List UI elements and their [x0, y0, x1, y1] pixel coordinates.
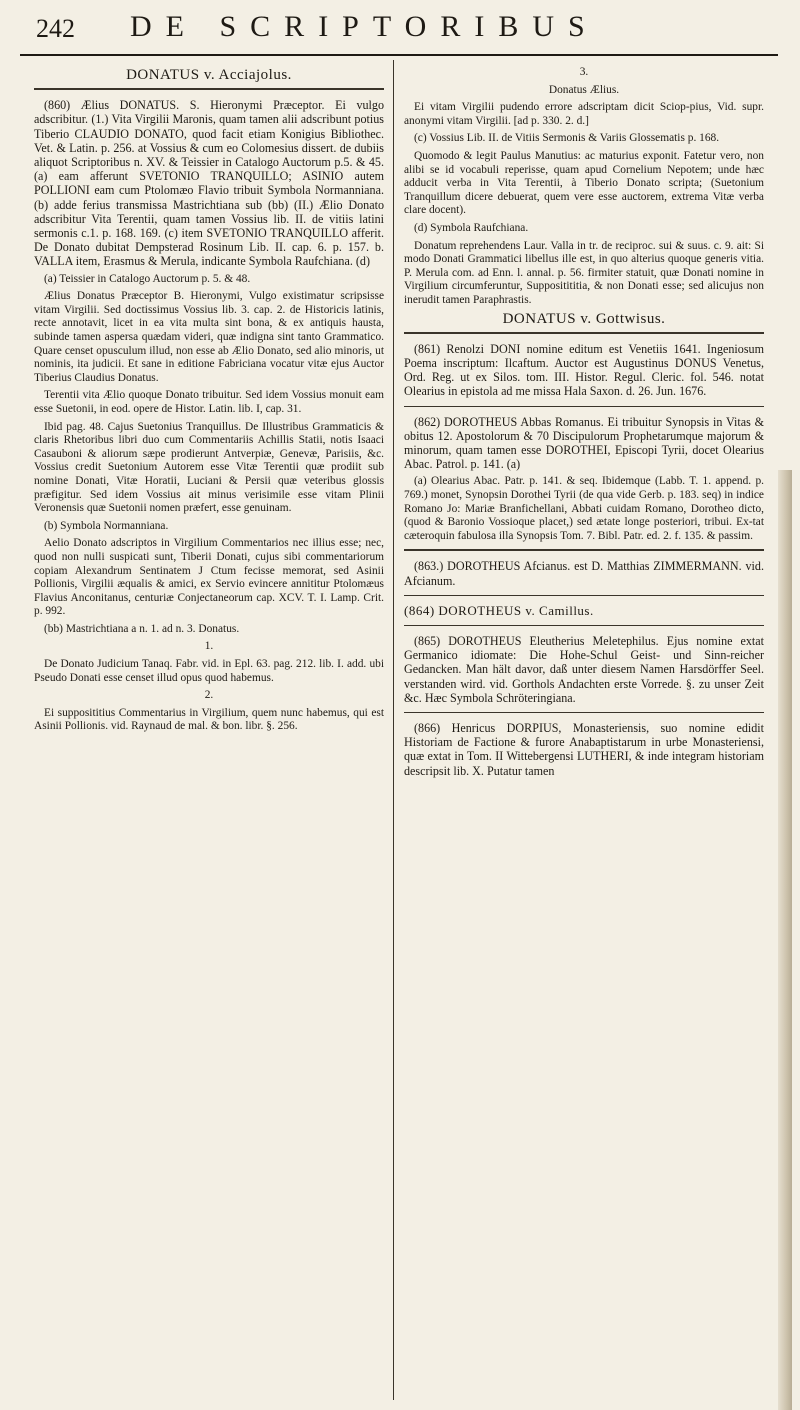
entry-rule [404, 595, 764, 596]
header-rule [20, 54, 778, 56]
entry-rule [404, 549, 764, 551]
footnote-bb-text: De Donato Judicium Tanaq. Fabr. vid. in Epl. 63. pag. 212. lib. I. add. ubi Pseudo Donati esse censet illud opus quod habemus. [34, 658, 384, 684]
footnote-c-text: Quomodo & legit Paulus Manutius: ac maturius exponit. Fatetur vero, non alibi se id vocabuli reperisse, quam apud Cornelium Nepotem; unde hæc adducit verba in Vita Terentii, à Tiberio Donato scripta; (Suetonium Tranquillum dicere debuerat, quem vere esse auctorem, extrema Vitæ verba clare docent). [404, 149, 764, 217]
entry-864: (864) DOROTHEUS v. Camillus. [404, 602, 594, 618]
left-column [34, 66, 384, 738]
right-column [404, 66, 764, 782]
entry-rule [404, 712, 764, 713]
entry-861: (861) Renolzi DONI nomine editum est Venetiis 1641. Ingeniosum Poema inscriptum: Ilcaftum. Auctor est Augustinus DONUS Venetus, Ord. Reg. ut ex Silos. tom. III. Histor. Regul. Cleric. fol. 546. notat Olearius in epistola ad me missa Hala Saxon. d. 26. Jun. 1676. [404, 341, 764, 399]
footnote-a-text: Terentii vita Ælio quoque Donato tribuitur. Sed idem Vossius monuit eam esse Suetonii, in eod. opere de Histor. Latin. lib. I, cap. 31. [34, 389, 384, 415]
footnote-number: 2. [204, 689, 214, 702]
footnote-number: 1. [204, 640, 214, 653]
entry-860: (860) Ælius DONATUS. S. Hieronymi Præceptor. Ei vulgo adscribitur. (1.) Vita Virgilii Maronis, quam tamen alii adscribunt potius Tiberio CLAUDIO DONATO, quod facit etiam Konigius Bibliothec. Vet. & Latin. p. 256. at Vossius & cum eo Colomesius dissert. de dubiis aliquot Scriptoribus n. XV. & Teissier in Catalogo Auctorum p.5. & 45. (a) eam afferunt SVETONIO TRANQUILLO; ASINIO autem POLLIONI eam cum Ptolomæo Flavio tribuit Symbola Normanniana. (b) adde ferius transmissa Mastrichtiana sub (bb) (II.) Ælio Donato adscribitur Vita Terentii, quam tamen Vossius lib. II. de vitiis latini sermonis c.1. p. 168. 169. (c) item SVETONIO TRANQUILLO afferit. De Donato dubitat Dempsterad Rosinum Lib. II. cap. 6. p. 157. b. VALLA item, Erasmus & Merula, indicante Symbola Raufchiana. (d) [34, 98, 384, 269]
footnote-text: Ei vitam Virgilii pudendo errore adscriptam dicit Sciop-pius, Vid. supr. anonymi vitam Virgilii. [ad p. 330. 2. d.] [404, 101, 764, 127]
page-number: 242 [36, 14, 75, 43]
entry-863: (863.) DOROTHEUS Afcianus. est D. Matthias ZIMMERMANN. vid. Afcianum. [404, 559, 764, 588]
footnote-b-text: Aelio Donato adscriptos in Virgilium Commentarios nec illius esse; nec, quod non nulli suspicati sunt, Tiberii Donati, cujus sibi commentariorum copiam Alexandrum Sentinatem J Ctum fecisse memorat, sed Asinii Pollionis, Virgilii æqualis & amici, ex Servio evincere annititur Ptolomæus Flavius Anconitanus, centuriæ Conjectaneorum cap. XCV. T. I. Lamp. Crit. p. 992. [34, 537, 384, 618]
footnote-number: 3. [579, 66, 589, 78]
section-title: DONATUS v. Acciajolus. [126, 67, 292, 83]
footnote-a-title: (a) Teissier in Catalogo Auctorum p. 5. & 48. [44, 272, 251, 285]
section-rule [34, 88, 384, 90]
entry-rule [404, 406, 764, 407]
footnote-subtitle: Donatus Ælius. [548, 83, 620, 96]
footnote-a-text: Ælius Donatus Præceptor B. Hieronymi, Vulgo existimatur scripsisse vitam Virgilii. Sed doctissimus Vossius lib. 3. cap. 2. de Historicis latinis, recte annotavit, licet in ea vita multa sint bona, & ex antiquis hausta, subinde tamen aspersa quædam videri, quæ indigna sint tanto Grammatico. Quare censet opusculum illud, non esse ab Ælio Donato, sed alio minoris, ut nominis, ita judicii. Et sane in editione Fabriciana vocatur vitæ ejus Auctor Tiberius Claudius Donatus. [34, 290, 384, 384]
page-header [20, 10, 780, 50]
running-title: DE SCRIPTORIBUS [130, 10, 599, 43]
footnote-bb-title: (bb) Mastrichtiana a n. 1. ad n. 3. Donatus. [44, 622, 240, 635]
entry-866: (866) Henricus DORPIUS, Monasteriensis, suo nomine edidit Historiam de Factione & furore Anabaptistarum in urbe Monasteriensi, quæ extat in Tom. II Wittebergensi LUTHERI, & inde integram historiam descripsit lib. X. Putatur tamen [404, 720, 764, 778]
section-title: DONATUS v. Gottwisus. [502, 310, 666, 327]
footnote-c: (c) Vossius Lib. II. de Vitiis Sermonis & Variis Glossematis p. 168. [414, 132, 720, 145]
column-divider [393, 60, 394, 1400]
footnote-a-text: Ibid pag. 48. Cajus Suetonius Tranquillus. De Illustribus Grammaticis & claris Rhetoribus libri duo cum Commentariis Achillis Statii, notis Isaaci Casauboni & aliorum sæpe prodierunt Antverpiæ, Genevæ, Parisiis, &c. Vossius credit Suetonium Autorem esse Vitæ Terentii quæ prodiit sub nomine Donati, Vitæ Horatii, Luciani & Persii quæ veteribus glossis præfigitur. Sed idem Vossius ait minus verisimile esse vitam Plinii Veronensis quæ Suetonii nomen præfert, esse genuinam. [34, 420, 384, 515]
footnote-d-text: Donatum reprehendens Laur. Valla in tr. de reciproc. sui & suus. c. 9. ait: Si modo Donati Grammatici libellus ille est, in quo alterius quoque generis vitia. P. Merula com. ad Enn. l. annal. p. 56. firmiter statuit, quæ Donati nomine in Virgilium circumferuntur, Suppositititia, & non Donati esse; sed alicujus non inerudit tamen Paraphrastis. [404, 239, 764, 306]
footnote-bb-text: Ei supposititius Commentarius in Virgilium, quem nunc habemus, qui est Asinii Pollionis. vid. Raynaud de mal. & bon. libr. §. 256. [34, 706, 384, 733]
entry-865: (865) DOROTHEUS Eleutherius Meletephilus. Ejus nomine extat Germanico idiomate: Die Hohe-Schul Geist- und Sinn-reicher Gedancken. Man hält davor, daß unter diesem Namen Harsdörffer Seel. verstanden wird. vid. Gorthols Andachten erste Vorrede. §. zu unser Zeit &c. Hæc Symbola Schröteringiana. [404, 633, 764, 705]
section-rule [404, 332, 764, 334]
footnote-b-title: (b) Symbola Normanniana. [44, 519, 169, 532]
footnote-d-title: (d) Symbola Raufchiana. [414, 221, 529, 234]
entry-rule [404, 625, 764, 626]
page-edge [778, 470, 792, 1410]
entry-862: (862) DOROTHEUS Abbas Romanus. Ei tribuitur Synopsis in Vitas & obitus 12. Apostolorum & 70 Discipulorum Prophetarumque majorum & minorum, quam tamen esse DOROTHEI, Episcopi Tyrii, docet Olearius Abac. Patrol. p. 141. (a) [404, 414, 764, 472]
footnote-a: (a) Olearius Abac. Patr. p. 141. & seq. Ibidemque (Labb. T. 1. append. p. 769.) monet, Synopsin Dorothei Tyrii (de qua vide Gerb. p. 183. seq) in indice Romano Jo: Mariæ Branfichellani, Abbati cuidam Romano, Dorotheo dicto, (quod & Baronio Vossioque placet,) sed ætate longe posteriori, tribui. Ex-tat cæteroquin fabulosa illa Synopsis Tom. 7. Bibl. Patr. ed. 2. f. 135. & passim. [404, 475, 764, 542]
